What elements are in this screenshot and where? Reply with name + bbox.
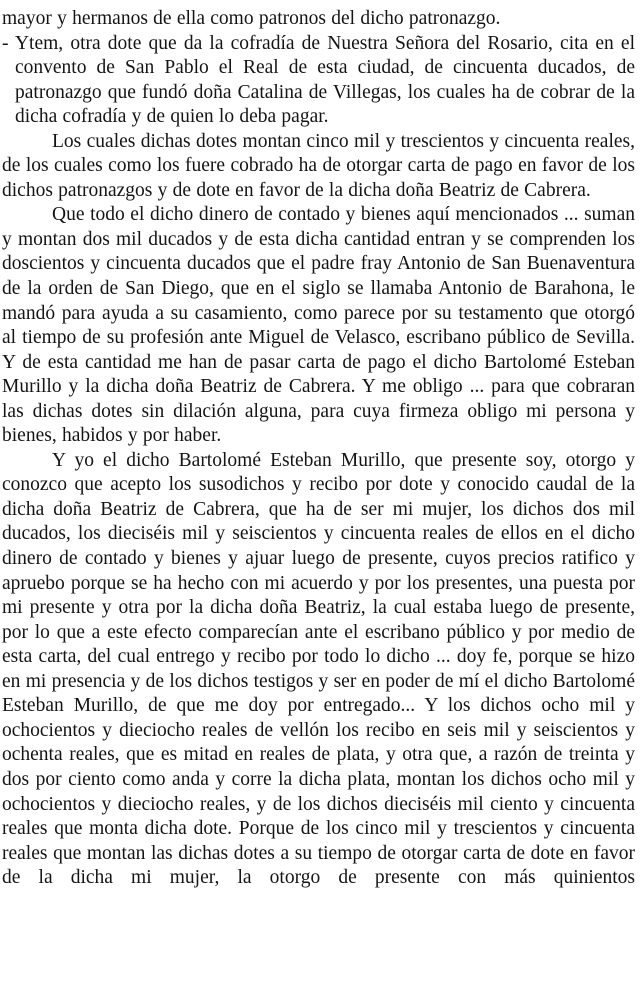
- paragraph-continuation: mayor y hermanos de ella como patronos del dicho patronazgo.: [2, 8, 501, 29]
- list-item-paragraph: [2, 32, 635, 130]
- paragraph-dinero-contado: Que todo el dicho dinero de contado y bienes aquí mencionados ... suman y montan dos mil ducados y de esta dicha cantidad entran y se comprenden los doscientos y cincuenta ducados que el padre fray Antonio de San Buenaventura de la orden de San Diego, que en el siglo se llamaba Antonio de Barahona, le mandó para ayuda a su casamiento, como parece por su testamento que otorgó al tiempo de su profesión ante Miguel de Velasco, escribano público de Sevilla. Y de esta cantidad me han de pasar carta de pago el dicho Bartolomé Esteban Murillo y la dicha doña Beatriz de Cabrera. Y me obligo ... para que cobraran las dichas dotes sin dilación alguna, para cuya firmeza obligo mi persona y bienes, habidos y por haber.: [2, 204, 635, 447]
- list-dash-marker: -: [2, 32, 9, 54]
- paragraph-dotes-montan: Los cuales dichas dotes montan cinco mil y trescientos y cincuenta reales, de los cuales como los fuere cobrado ha de otorgar carta de pago en favor de los dichos patronazgos y de dote en favor de la dicha doña Beatriz de Cabrera.: [2, 130, 635, 201]
- paragraph-murillo-acepto: Y yo el dicho Bartolomé Esteban Murillo, que presente soy, otorgo y conozco que acepto los susodichos y recibo por dote y conocido caudal de la dicha doña Beatriz de Cabrera, que ha de ser mi mujer, los dichos dos mil ducados, los dieciséis mil y seiscientos y cincuenta reales de ellos en el dicho dinero de contado y bienes y ajuar luego de presente, cuyos precios ratifico y apruebo porque se ha hecho con mi acuerdo y por los presentes, una puesta por mi presente y otra por la dicha doña Beatriz, la cual estaba luego de presente, por lo que a este efecto comparecían ante el escribano público y por medio de esta carta, del cual entrego y recibo por todo lo dicho ... doy fe, porque se hizo en mi presencia y de los dichos testigos y ser en poder de mí el dicho Bartolomé Esteban Murillo, de que me doy por entregado... Y los dichos ocho mil y ochocientos y dieciocho reales de vellón los recibo en seis mil y seiscientos y ochenta reales, que es mitad en reales de plata, y otra que, a razón de treinta y dos por ciento como anda y corre la dicha plata, montan los dichos ocho mil y ochocientos y dieciocho reales, y de los dichos dieciséis mil ciento y cincuenta reales que monta dicha dote. Porque de los cinco mil y trescientos y cincuenta reales que montan las dichas dotes a su tiempo de otorgar carta de dote en favor de la dicha mi mujer, la otorgo de presente con más quinientos: [2, 449, 635, 889]
- list-item-text: Ytem, otra dote que da la cofradía de Nuestra Señora del Rosario, cita en el convento de San Pablo el Real de esta ciudad, de cincuenta ducados, de patronazgo que fundó doña Catalina de Villegas, los cuales ha de cobrar de la dicha cofradía y de quien lo deba pagar.: [14, 32, 636, 128]
